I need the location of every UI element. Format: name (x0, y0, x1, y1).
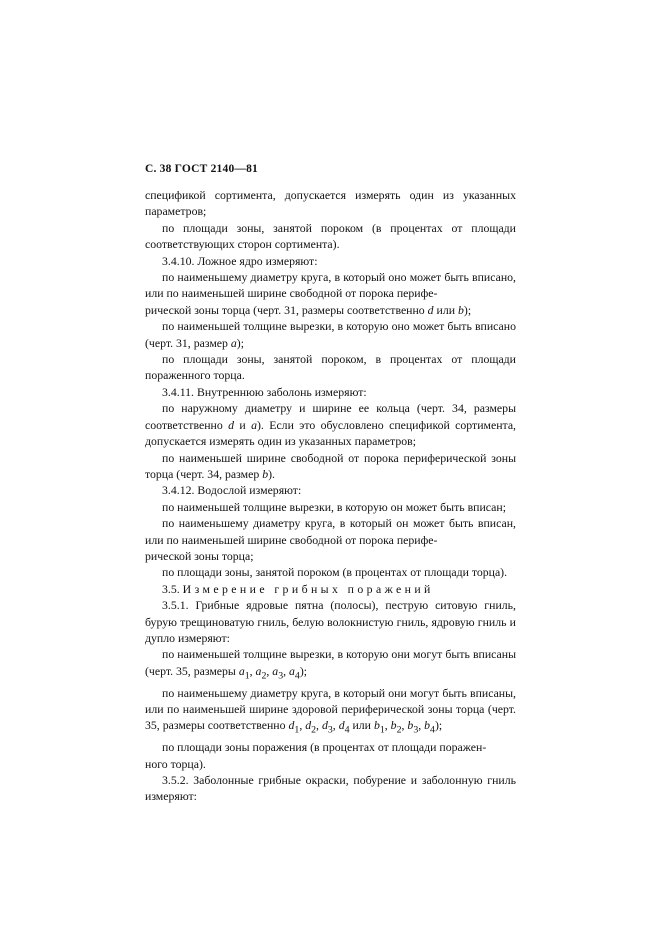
page-header: С. 38 ГОСТ 2140—81 (145, 163, 258, 175)
paragraph: 3.4.10. Ложное ядро измеряют: (162, 253, 318, 268)
paragraph: 3.4.11. Внутреннюю заболонь измеряют: (162, 384, 367, 399)
paragraph: по площади зоны, занятой пороком, в процентах от площади пораженного торца. (145, 352, 516, 383)
paragraph: по площади зоны, занятой пороком (в процентах от площади соответствующих сторон сортимента). (145, 220, 516, 252)
paragraph: по наружному диаметру и ширине ее кольца (черт. 34, размеры соответственно d и a). Если это обусловлено спецификой сортимента, допускается измерять один из указанных параметров; (145, 401, 517, 449)
paragraph: по площади зоны поражения (в процентах от площади поражен- ного торца). (145, 740, 487, 771)
paragraph: 3.5.2. Заболонные грибные окраски, побурение и заболонную гниль измеряют: (145, 772, 516, 804)
paragraph: по наименьшей ширине свободной от порока периферической зоны торца (черт. 34, размер b). (145, 450, 516, 481)
paragraph: 3.5. Измерение грибных поражений (162, 581, 434, 596)
paragraph: по наименьшей толщине вырезки, в которую они могут быть вписаны (черт. 35, размеры $a_1$, $a_2$, $a_3$, $a_4$); (145, 647, 516, 682)
paragraph: 3.5.1. Грибные ядровые пятна (полосы), пеструю ситовую гниль, бурую трещиноватую гниль, белую волокнистую гниль, ядровую гниль и дупло измеряют: (145, 598, 516, 645)
paragraph: по площади зоны, занятой пороком (в процентах от площади торца). (162, 565, 508, 580)
paragraph: 3.4.12. Водослой измеряют: (162, 483, 302, 498)
paragraph: по наименьшему диаметру круга, в который оно может быть вписано, или по наименьшей ширине свободной от порока перифе- рической зоны торца (черт. 31, размеры соответственно d или b); (145, 270, 516, 317)
paragraph: по наименьшему диаметру круга, в который они могут быть вписаны, или по наименьшей ширине здоровой периферической зоны торца (черт. 35, размеры соответственно $d_1$, $d_2$, $d_3$, $d_4$ или $b_1$, $b_2$, $b_3$, $b_4$); (145, 685, 516, 736)
document-body (145, 187, 516, 805)
paragraph: спецификой сортимента, допускается измерять один из указанных параметров; (145, 188, 516, 219)
paragraph: по наименьшей толщине вырезки, в которую он может быть вписан; (162, 499, 506, 514)
paragraph: по наименьшему диаметру круга, в который он может быть вписан, или по наименьшей ширине свободной от порока перифе- рической зоны торца; (145, 516, 516, 563)
paragraph: по наименьшей толщине вырезки, в которую оно может быть вписано (черт. 31, размер a); (145, 319, 516, 350)
